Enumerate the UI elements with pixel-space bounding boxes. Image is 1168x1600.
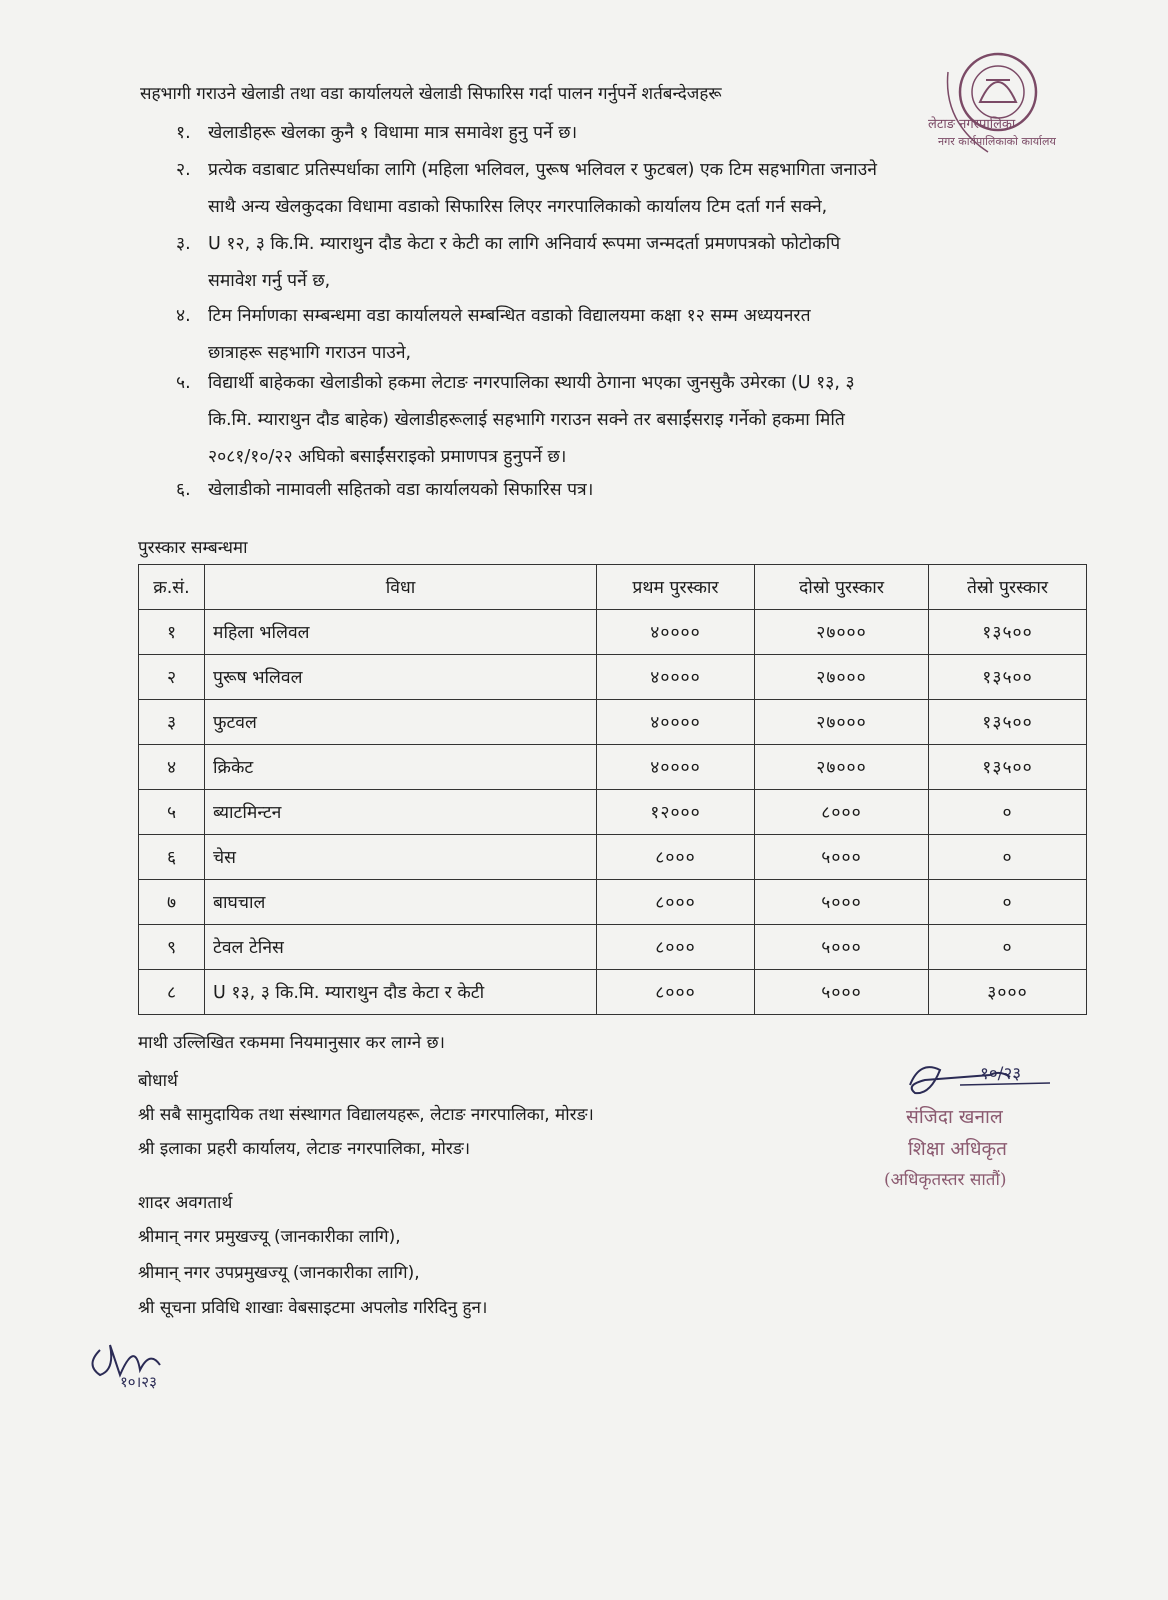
header-second-prize: दोस्रो पुरस्कार bbox=[755, 565, 929, 610]
cell-first-prize: ८००० bbox=[597, 925, 755, 970]
condition-4 bbox=[176, 298, 1112, 372]
signatory-title: शिक्षा अधिकृत bbox=[908, 1138, 1007, 1160]
cell-third-prize: ० bbox=[929, 880, 1087, 925]
signatory-name: संजिदा खनाल bbox=[906, 1106, 1003, 1128]
cell-third-prize: १३५०० bbox=[929, 610, 1087, 655]
cell-serial: १ bbox=[139, 610, 205, 655]
cell-serial: ३ bbox=[139, 700, 205, 745]
cell-first-prize: ४०००० bbox=[597, 745, 755, 790]
prize-table-body bbox=[139, 610, 1087, 1015]
condition-text-cont: साथै अन्य खेलकुदका विधामा वडाको सिफारिस लिएर नगरपालिकाको कार्यालय टिम दर्ता गर्न सक्ने, bbox=[208, 197, 828, 217]
cell-serial: ८ bbox=[139, 970, 205, 1015]
table-row bbox=[139, 790, 1087, 835]
cell-serial: २ bbox=[139, 655, 205, 700]
signatory-rank: (अधिकृतस्तर सातौं) bbox=[884, 1170, 1007, 1190]
signature-block bbox=[884, 1055, 1100, 1205]
condition-text: विद्यार्थी बाहेकका खेलाडीको हकमा लेटाङ नगरपालिका स्थायी ठेगाना भएका जुनसुकै उमेरका (U १३, ३ bbox=[208, 373, 855, 393]
condition-number: १. bbox=[176, 123, 191, 143]
table-row bbox=[139, 655, 1087, 700]
condition-number: ४. bbox=[176, 306, 191, 326]
condition-text-cont: २०८१/१०/२२ अघिको बसाईंसराइको प्रमाणपत्र हुनुपर्ने छ। bbox=[208, 447, 567, 467]
condition-text: टिम निर्माणका सम्बन्धमा वडा कार्यालयले सम्बन्धित वडाको विद्यालयमा कक्षा १२ सम्म अध्ययनरत bbox=[208, 306, 811, 326]
header-third-prize: तेस्रो पुरस्कार bbox=[929, 565, 1087, 610]
info-line: श्री इलाका प्रहरी कार्यालय, लेटाङ नगरपालिका, मोरङ। bbox=[138, 1139, 471, 1159]
info-heading: बोधार्थ bbox=[138, 1071, 178, 1091]
condition-text: खेलाडीहरू खेलका कुनै १ विधामा मात्र समावेश हुनु पर्ने छ। bbox=[208, 123, 578, 143]
header-serial: क्र.सं. bbox=[139, 565, 205, 610]
cell-serial: ४ bbox=[139, 745, 205, 790]
condition-text-cont: छात्राहरू सहभागि गराउन पाउने, bbox=[208, 343, 412, 363]
cell-second-prize: २७००० bbox=[755, 610, 929, 655]
cell-event: फुटवल bbox=[205, 700, 597, 745]
cell-event: U १३, ३ कि.मि. म्याराथुन दौड केटा र केटी bbox=[205, 970, 597, 1015]
cell-second-prize: ८००० bbox=[755, 790, 929, 835]
cell-first-prize: ४०००० bbox=[597, 610, 755, 655]
cell-second-prize: ५००० bbox=[755, 925, 929, 970]
cell-event: बाघचाल bbox=[205, 880, 597, 925]
cell-event: महिला भलिवल bbox=[205, 610, 597, 655]
condition-text: खेलाडीको नामावली सहितको वडा कार्यालयको सिफारिस पत्र। bbox=[208, 480, 594, 500]
prize-section-title: पुरस्कार सम्बन्धमा bbox=[138, 538, 248, 558]
cell-third-prize: ३००० bbox=[929, 970, 1087, 1015]
tax-note: माथी उल्लिखित रकममा नियमानुसार कर लाग्ने छ। bbox=[138, 1033, 445, 1053]
cell-first-prize: १२००० bbox=[597, 790, 755, 835]
condition-number: ६. bbox=[176, 480, 191, 500]
cell-second-prize: ५००० bbox=[755, 970, 929, 1015]
header-first-prize: प्रथम पुरस्कार bbox=[597, 565, 755, 610]
cc-line: श्री सूचना प्रविधि शाखाः वेबसाइटमा अपलोड गरिदिनु हुन। bbox=[138, 1298, 488, 1318]
cc-line: श्रीमान् नगर प्रमुखज्यू (जानकारीका लागि), bbox=[138, 1227, 401, 1247]
prize-table bbox=[138, 564, 1087, 1015]
cell-serial: ९ bbox=[139, 925, 205, 970]
condition-3 bbox=[176, 226, 1112, 300]
cell-second-prize: २७००० bbox=[755, 655, 929, 700]
condition-2 bbox=[176, 152, 1112, 226]
cc-line: श्रीमान् नगर उपप्रमुखज्यू (जानकारीका लागि), bbox=[138, 1263, 420, 1283]
table-row bbox=[139, 700, 1087, 745]
cell-serial: ७ bbox=[139, 880, 205, 925]
cell-event: ब्याटमिन्टन bbox=[205, 790, 597, 835]
cell-third-prize: ० bbox=[929, 835, 1087, 880]
cell-first-prize: ४०००० bbox=[597, 700, 755, 745]
cell-event: टेवल टेनिस bbox=[205, 925, 597, 970]
table-row bbox=[139, 835, 1087, 880]
conditions-intro: सहभागी गराउने खेलाडी तथा वडा कार्यालयले खेलाडी सिफारिस गर्दा पालन गर्नुपर्ने शर्तबन्देजहरू bbox=[140, 84, 722, 104]
header-event: विधा bbox=[205, 565, 597, 610]
cell-third-prize: ० bbox=[929, 790, 1087, 835]
cell-second-prize: ५००० bbox=[755, 835, 929, 880]
cell-serial: ५ bbox=[139, 790, 205, 835]
cell-third-prize: १३५०० bbox=[929, 700, 1087, 745]
cell-second-prize: ५००० bbox=[755, 880, 929, 925]
cell-second-prize: २७००० bbox=[755, 700, 929, 745]
condition-number: ५. bbox=[176, 373, 191, 393]
cell-second-prize: २७००० bbox=[755, 745, 929, 790]
cell-first-prize: ८००० bbox=[597, 835, 755, 880]
cell-third-prize: १३५०० bbox=[929, 745, 1087, 790]
cell-first-prize: ४०००० bbox=[597, 655, 755, 700]
table-row bbox=[139, 970, 1087, 1015]
stamp-line-2: नगर कार्यपालिकाको कार्यालय bbox=[938, 135, 1056, 148]
condition-6 bbox=[176, 472, 1112, 509]
signature-date: १०/२३ bbox=[980, 1064, 1022, 1084]
table-row bbox=[139, 610, 1087, 655]
cell-event: क्रिकेट bbox=[205, 745, 597, 790]
cell-first-prize: ८००० bbox=[597, 880, 755, 925]
initials-date: १०।२३ bbox=[120, 1373, 157, 1391]
cell-event: चेस bbox=[205, 835, 597, 880]
table-header-row bbox=[139, 565, 1087, 610]
table-row bbox=[139, 925, 1087, 970]
info-line: श्री सबै सामुदायिक तथा संस्थागत विद्यालयहरू, लेटाङ नगरपालिका, मोरङ। bbox=[138, 1105, 594, 1125]
cell-third-prize: ० bbox=[929, 925, 1087, 970]
condition-5 bbox=[176, 365, 1112, 476]
condition-text-cont: कि.मि. म्याराथुन दौड बाहेक) खेलाडीहरूलाई सहभागि गराउन सक्ने तर बसाईंसराइ गर्नेको हकमा मिति bbox=[208, 410, 845, 430]
cell-third-prize: १३५०० bbox=[929, 655, 1087, 700]
stamp-line-1: लेटाङ नगरपालिका bbox=[928, 117, 1016, 132]
condition-text: प्रत्येक वडाबाट प्रतिस्पर्धाका लागि (महिला भलिवल, पुरूष भलिवल र फुटबल) एक टिम सहभागिता जनाउने bbox=[208, 160, 877, 180]
cc-heading: शादर अवगतार्थ bbox=[138, 1193, 233, 1213]
condition-number: ३. bbox=[176, 234, 191, 254]
table-row bbox=[139, 745, 1087, 790]
initial-signature bbox=[80, 1330, 230, 1400]
table-row bbox=[139, 880, 1087, 925]
condition-1 bbox=[176, 115, 1112, 152]
cell-serial: ६ bbox=[139, 835, 205, 880]
cell-event: पुरूष भलिवल bbox=[205, 655, 597, 700]
cell-first-prize: ८००० bbox=[597, 970, 755, 1015]
condition-text: U १२, ३ कि.मि. म्याराथुन दौड केटा र केटी का लागि अनिवार्य रूपमा जन्मदर्ता प्रमणपत्रको फोटोकपि bbox=[208, 234, 841, 254]
condition-text-cont: समावेश गर्नु पर्ने छ, bbox=[208, 271, 331, 291]
condition-number: २. bbox=[176, 160, 191, 180]
